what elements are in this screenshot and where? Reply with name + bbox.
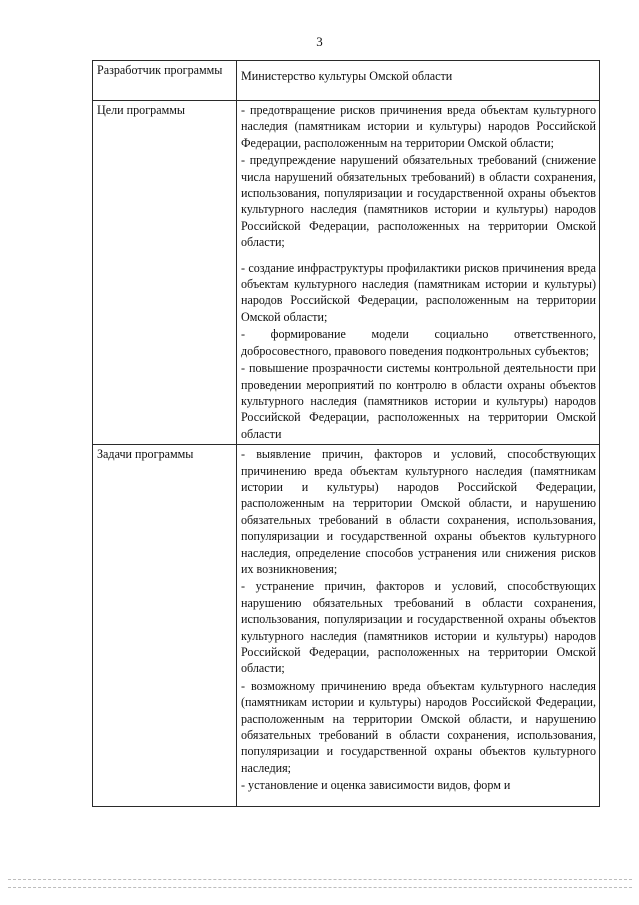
goal-item: - предотвращение рисков причинения вреда объектам культурного наследия (памятникам истории и культуры) народов Российской Федерации, расположенным на территории Омской области;: [241, 103, 596, 150]
goal-item: - создание инфраструктуры профилактики рисков причинения вреда объектам культурного наследия (памятникам истории и культуры) народов Российской Федерации, расположенным на территории Омской области;: [241, 260, 596, 324]
developer-value: Министерство культуры Омской области: [237, 61, 600, 101]
developer-label: Разработчик программы: [93, 61, 237, 101]
cell-continuation: [241, 794, 596, 804]
goal-item: - повышение прозрачности системы контрольной деятельности при проведении мероприятий по контролю в области охраны объектов культурного наследия (памятников истории и культуры) народов Российской Федерации, расположенных на территории Омской области: [241, 361, 596, 441]
scan-edge-line: [8, 887, 632, 888]
goal-item: - формирование модели социально ответственного, добросовестного, правового поведения подконтрольных субъектов;: [241, 327, 596, 358]
goals-list: [237, 101, 600, 445]
table-row-tasks: [93, 445, 600, 807]
table-row-goals: [93, 101, 600, 445]
task-item: - устранение причин, факторов и условий, способствующих нарушению обязательных требований в области сохранения, использования, популяризации и государственной охраны объектов культурного наследия (памятников истории и культуры) народов Российской Федерации, расположенных на территории Омской области;: [241, 579, 596, 676]
goal-item: - предупреждение нарушений обязательных требований (снижение числа нарушений обязательных требований) в области сохранения, использования, популяризации и государственной охраны объектов культурного наследия (памятников истории и культуры) народов Российской Федерации, расположенных на территории Омской области;: [241, 153, 596, 250]
task-item: - возможному причинению вреда объектам культурного наследия (памятникам истории и культуры) народов Российской Федерации, расположенным на территории Омской области, и нарушению обязательных требований в области сохранения, использования, популяризации и государственной охраны объектов культурного наследия;: [241, 678, 596, 775]
page-number: 3: [316, 34, 323, 49]
task-item: - выявление причин, факторов и условий, способствующих причинению вреда объектам культурного наследия (памятникам истории и культуры) народов Российской Федерации, расположенным на территории Омской области, и нарушению обязательных требований в области сохранения, использования, популяризации и государственной охраны объектов культурного наследия, определение способов устранения или снижения рисков их возникновения;: [241, 447, 596, 576]
tasks-label: Задачи программы: [93, 445, 237, 807]
task-item: - установление и оценка зависимости видов, форм и: [241, 778, 511, 793]
scan-edge-line: [8, 879, 632, 880]
goals-label: Цели программы: [93, 101, 237, 445]
table-row-developer: [93, 61, 600, 101]
tasks-list: [237, 445, 600, 807]
program-passport-table: [92, 60, 600, 807]
